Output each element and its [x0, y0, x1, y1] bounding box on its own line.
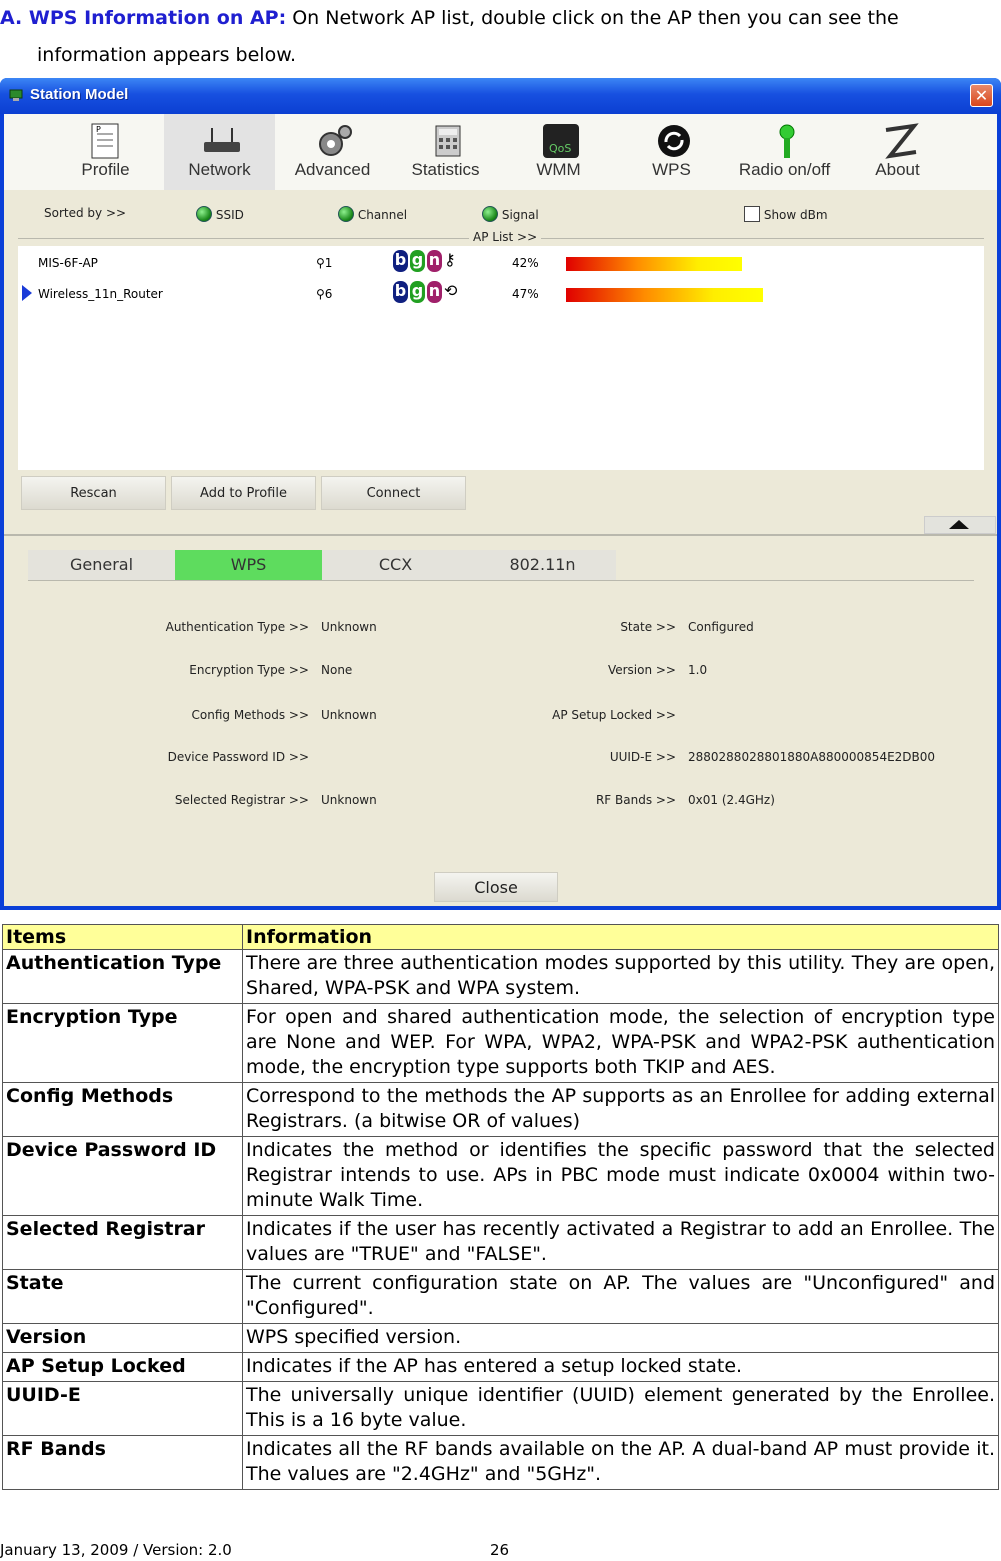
toolbar-radio[interactable]	[729, 114, 840, 190]
mode-g-icon: g	[410, 281, 425, 303]
toolbar-wmm-label: WMM	[536, 160, 581, 179]
signal-bar	[566, 288, 763, 302]
key-icon: ⚷	[444, 250, 456, 269]
checkbox-icon	[744, 206, 760, 222]
toolbar-statistics-label: Statistics	[411, 160, 480, 179]
window-title: Station Model	[30, 86, 129, 103]
ap-ssid: MIS-6F-AP	[38, 256, 98, 270]
ap-row[interactable]	[18, 248, 984, 276]
toolbar	[4, 114, 997, 190]
info-value: 0x01 (2.4GHz)	[688, 793, 775, 807]
ap-modes	[393, 250, 456, 272]
table-row	[3, 1083, 999, 1137]
ap-signal-pct: 47%	[512, 287, 539, 301]
info-value: Unknown	[321, 708, 377, 722]
station-model-window	[0, 78, 1001, 910]
toolbar-advanced[interactable]	[277, 114, 388, 190]
table-row	[3, 950, 999, 1004]
mode-b-icon: b	[393, 281, 408, 303]
table-row	[3, 1004, 999, 1083]
page-number: 26	[490, 1541, 510, 1559]
ap-list	[18, 246, 984, 470]
toolbar-radio-label: Radio on/off	[738, 160, 831, 179]
item-cell: State	[3, 1270, 243, 1324]
toolbar-advanced-label: Advanced	[294, 160, 371, 179]
ap-ssid: Wireless_11n_Router	[38, 287, 163, 301]
sort-ssid-radio[interactable]	[196, 206, 244, 222]
ap-row[interactable]	[18, 279, 984, 307]
ap-channel-value: 6	[324, 287, 333, 301]
router-icon	[202, 122, 242, 160]
item-cell: UUID-E	[3, 1382, 243, 1436]
client-area	[4, 114, 997, 906]
toolbar-wmm[interactable]	[503, 114, 614, 190]
calculator-icon	[428, 122, 468, 160]
sort-channel-radio[interactable]	[338, 206, 407, 222]
collapse-arrow-button[interactable]	[924, 516, 996, 534]
mode-g-icon: g	[410, 250, 425, 272]
radio-selected-icon	[196, 206, 212, 222]
info-cell: The current configuration state on AP. The values are "Unconfigured" and "Configured".	[243, 1270, 999, 1324]
info-cell: Indicates if the user has recently activated a Registrar to add an Enrollee. The values are "TRUE" and "FALSE".	[243, 1216, 999, 1270]
divider	[28, 580, 974, 581]
item-cell: Encryption Type	[3, 1004, 243, 1083]
info-label: RF Bands >>	[595, 793, 676, 807]
radio-antenna-icon	[767, 122, 807, 160]
app-icon	[8, 87, 24, 103]
info-value: None	[321, 663, 353, 677]
sorted-by-label: Sorted by >>	[44, 206, 127, 220]
ap-signal-pct: 42%	[512, 256, 539, 270]
svg-text:P: P	[96, 125, 101, 134]
info-cell: The universally unique identifier (UUID) element generated by the Enrollee. This is a 16 byte value.	[243, 1382, 999, 1436]
info-cell: Correspond to the methods the AP supports as an Enrollee for adding external Registrars. (a bitwise OR of values)	[243, 1083, 999, 1137]
info-value: 2880288028801880A880000854E2DB00	[688, 750, 936, 764]
info-label: Authentication Type >>	[165, 620, 309, 634]
channel-icon: ⚲	[316, 256, 325, 270]
wps-info-table	[2, 924, 999, 1490]
toolbar-network-label: Network	[188, 160, 251, 179]
selected-arrow-icon	[22, 285, 32, 301]
toolbar-about-label: About	[875, 160, 920, 179]
item-cell: Authentication Type	[3, 950, 243, 1004]
add-to-profile-button[interactable]: Add to Profile	[171, 476, 316, 510]
item-cell: Device Password ID	[3, 1137, 243, 1216]
info-label: Version >>	[607, 663, 676, 677]
sort-signal-label: Signal	[501, 208, 539, 222]
sort-signal-radio[interactable]	[482, 206, 539, 222]
info-cell: WPS specified version.	[243, 1324, 999, 1353]
info-label: Config Methods >>	[191, 708, 309, 722]
radio-selected-icon	[482, 206, 498, 222]
heading-label: A. WPS Information on AP:	[0, 7, 287, 29]
info-cell: For open and shared authentication mode, the selection of encryption type are None and WEP. For WPA, WPA2, WPA-PSK and WPA2-PSK authentication mode, the encryption type supports both TKIP and AES.	[243, 1004, 999, 1083]
gear-icon	[315, 122, 355, 160]
table-header: Items	[3, 925, 243, 950]
info-value: Unknown	[321, 793, 377, 807]
tab-wps[interactable]: WPS	[175, 550, 322, 580]
info-label: Selected Registrar >>	[174, 793, 309, 807]
heading-text-cont: information appears below.	[37, 44, 297, 66]
table-row	[3, 1137, 999, 1216]
mode-b-icon: b	[393, 250, 408, 272]
info-value: 1.0	[688, 663, 708, 677]
ap-channel	[316, 256, 332, 270]
item-cell: Version	[3, 1324, 243, 1353]
toolbar-profile[interactable]	[50, 114, 161, 190]
info-value: Configured	[688, 620, 754, 634]
heading-text: On Network AP list, double click on the AP then you can see the	[286, 7, 899, 29]
show-dbm-label: Show dBm	[763, 208, 828, 222]
sort-bar	[4, 194, 997, 246]
info-cell: Indicates if the AP has entered a setup locked state.	[243, 1353, 999, 1382]
table-row	[3, 1324, 999, 1353]
ap-list-label: AP List >>	[469, 230, 541, 244]
signal-bar	[566, 257, 742, 271]
item-cell: Selected Registrar	[3, 1216, 243, 1270]
table-header-row	[3, 925, 999, 950]
about-icon	[880, 122, 920, 160]
close-button[interactable]: Close	[434, 872, 558, 902]
table-row	[3, 1270, 999, 1324]
toolbar-statistics[interactable]	[390, 114, 501, 190]
qos-icon	[541, 122, 581, 160]
info-cell: Indicates all the RF bands available on the AP. A dual-band AP must provide it. The values are "2.4GHz" and "5GHz".	[243, 1436, 999, 1490]
title-bar	[0, 78, 1001, 114]
profile-icon	[88, 122, 122, 160]
wps-small-icon: ⟲	[444, 281, 458, 300]
wps-icon	[654, 122, 694, 160]
info-label: Encryption Type >>	[189, 663, 309, 677]
toolbar-wps-label: WPS	[652, 160, 691, 179]
table-header: Information	[243, 925, 999, 950]
tab-80211n[interactable]: 802.11n	[469, 550, 616, 580]
info-label: State >>	[620, 620, 676, 634]
toolbar-about[interactable]	[842, 114, 953, 190]
mode-n-icon: n	[427, 281, 442, 303]
section-heading	[0, 0, 1001, 74]
connect-button[interactable]: Connect	[321, 476, 466, 510]
tab-general[interactable]: General	[28, 550, 175, 580]
channel-icon: ⚲	[316, 287, 325, 301]
sort-ssid-label: SSID	[215, 208, 244, 222]
toolbar-network[interactable]	[164, 114, 275, 190]
table-row	[3, 1353, 999, 1382]
rescan-button[interactable]: Rescan	[21, 476, 166, 510]
radio-selected-icon	[338, 206, 354, 222]
info-label: UUID-E >>	[609, 750, 676, 764]
tab-ccx[interactable]: CCX	[322, 550, 469, 580]
item-cell: Config Methods	[3, 1083, 243, 1137]
toolbar-wps[interactable]	[616, 114, 727, 190]
show-dbm-checkbox[interactable]	[744, 206, 828, 222]
toolbar-profile-label: Profile	[81, 160, 130, 179]
table-row	[3, 1436, 999, 1490]
info-cell: Indicates the method or identifies the specific password that the selected Registrar intends to use. APs in PBC mode must indicate 0x0004 within two-minute Walk Time.	[243, 1137, 999, 1216]
ap-channel-value: 1	[324, 256, 333, 270]
info-label: AP Setup Locked >>	[552, 708, 676, 722]
sort-channel-label: Channel	[357, 208, 408, 222]
ap-modes	[393, 281, 457, 303]
table-row	[3, 1382, 999, 1436]
mode-n-icon: n	[427, 250, 442, 272]
close-window-button[interactable]: ✕	[970, 84, 993, 107]
item-cell: AP Setup Locked	[3, 1353, 243, 1382]
info-value: Unknown	[321, 620, 377, 634]
item-cell: RF Bands	[3, 1436, 243, 1490]
footer-date-version: January 13, 2009 / Version: 2.0	[0, 1541, 232, 1559]
divider	[4, 534, 997, 536]
ap-channel	[316, 287, 332, 301]
info-cell: There are three authentication modes supported by this utility. They are open, Shared, WPA-PSK and WPA system.	[243, 950, 999, 1004]
svg-text:QoS: QoS	[549, 142, 572, 155]
info-label: Device Password ID >>	[167, 750, 309, 764]
table-row	[3, 1216, 999, 1270]
